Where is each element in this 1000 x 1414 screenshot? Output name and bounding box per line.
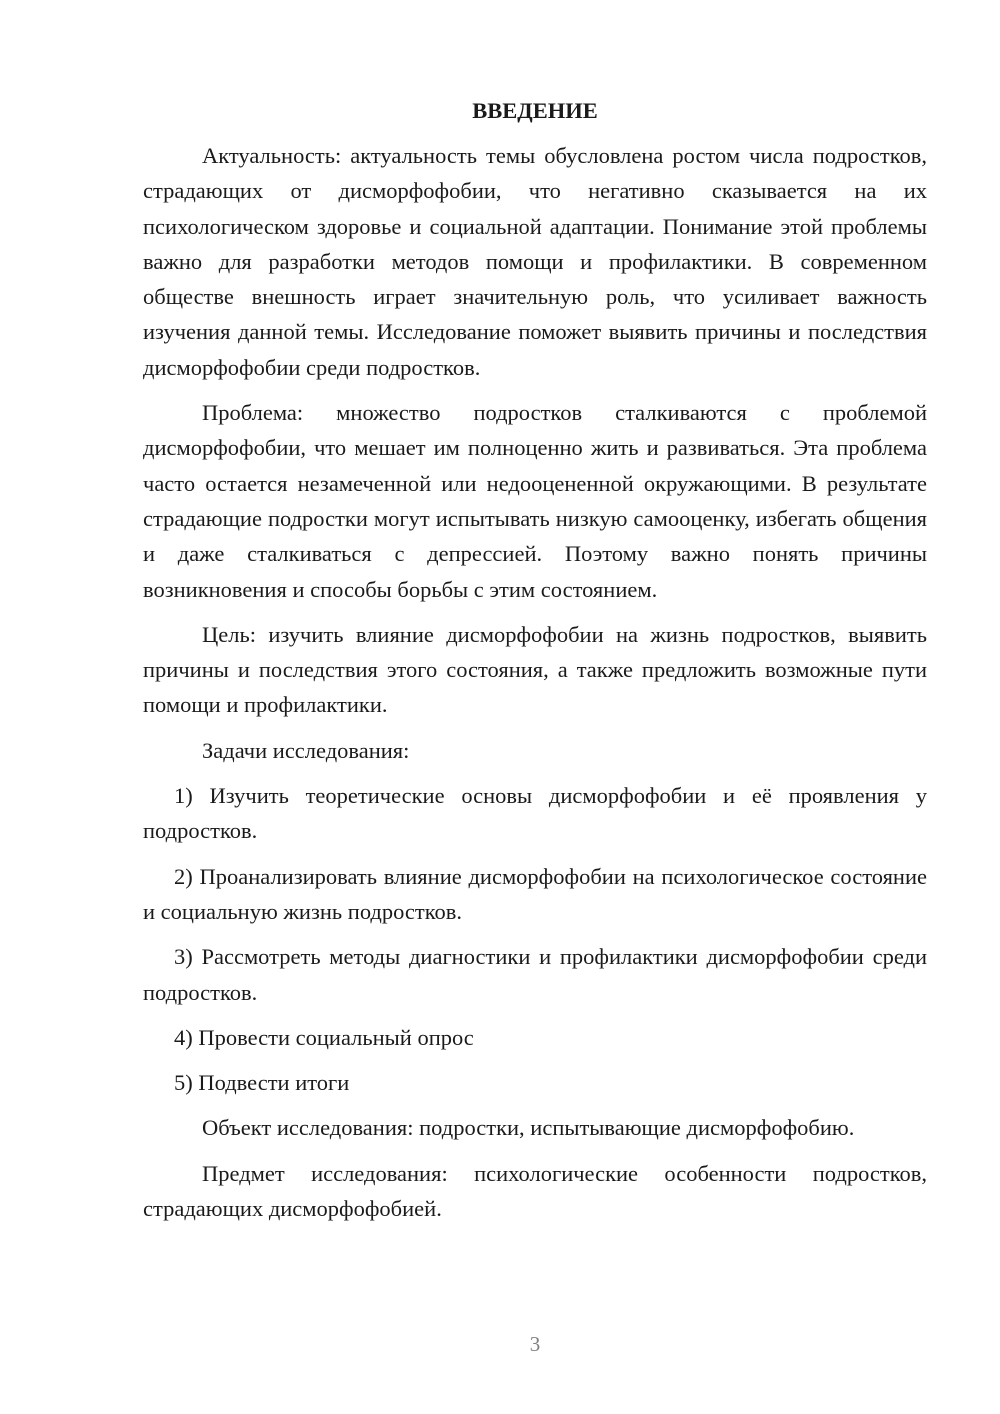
relevance-paragraph: Актуальность: актуальность темы обусловлена ростом числа подростков, страдающих от дисморфофобии, что негативно сказывается на их психологическом здоровье и социальной адаптации. Понимание этой проблемы важно для разработки методов помощи и профилактики. В современном обществе внешность играет значительную роль, что усиливает важность изучения данной темы. Исследование поможет выявить причины и последствия дисморфофобии среди подростков. xyxy=(143,143,927,380)
task-item-5: 5) Подвести итоги xyxy=(174,1070,350,1096)
object-paragraph: Объект исследования: подростки, испытывающие дисморфофобию. xyxy=(202,1115,855,1141)
task-item-2: 2) Проанализировать влияние дисморфофобии на психологическое состояние и социальную жизнь подростков. xyxy=(143,863,927,924)
section-title: ВВЕДЕНИЕ xyxy=(472,98,598,123)
page-content xyxy=(143,93,927,1236)
task-item-3: 3) Рассмотреть методы диагностики и профилактики дисморфофобии среди подростков. xyxy=(143,944,927,1005)
tasks-heading: Задачи исследования: xyxy=(202,737,410,763)
problem-paragraph: Проблема: множество подростков сталкиваются с проблемой дисморфофобии, что мешает им полноценно жить и развиваться. Эта проблема часто остается незамеченной или недооцененной окружающими. В результате страдающие подростки могут испытывать низкую самооценку, избегать общения и даже сталкиваться с депрессией. Поэтому важно понять причины возникновения и способы борьбы с этим состоянием. xyxy=(143,400,927,602)
task-item-4: 4) Провести социальный опрос xyxy=(174,1024,474,1050)
subject-paragraph: Предмет исследования: психологические особенности подростков, страдающих дисморфофобией. xyxy=(143,1160,927,1222)
task-item-1: 1) Изучить теоретические основы дисморфофобии и её проявления у подростков. xyxy=(143,783,927,844)
page-number: 3 xyxy=(529,1332,541,1356)
goal-paragraph: Цель: изучить влияние дисморфофобии на жизнь подростков, выявить причины и последствия этого состояния, а также предложить возможные пути помощи и профилактики. xyxy=(143,621,927,718)
